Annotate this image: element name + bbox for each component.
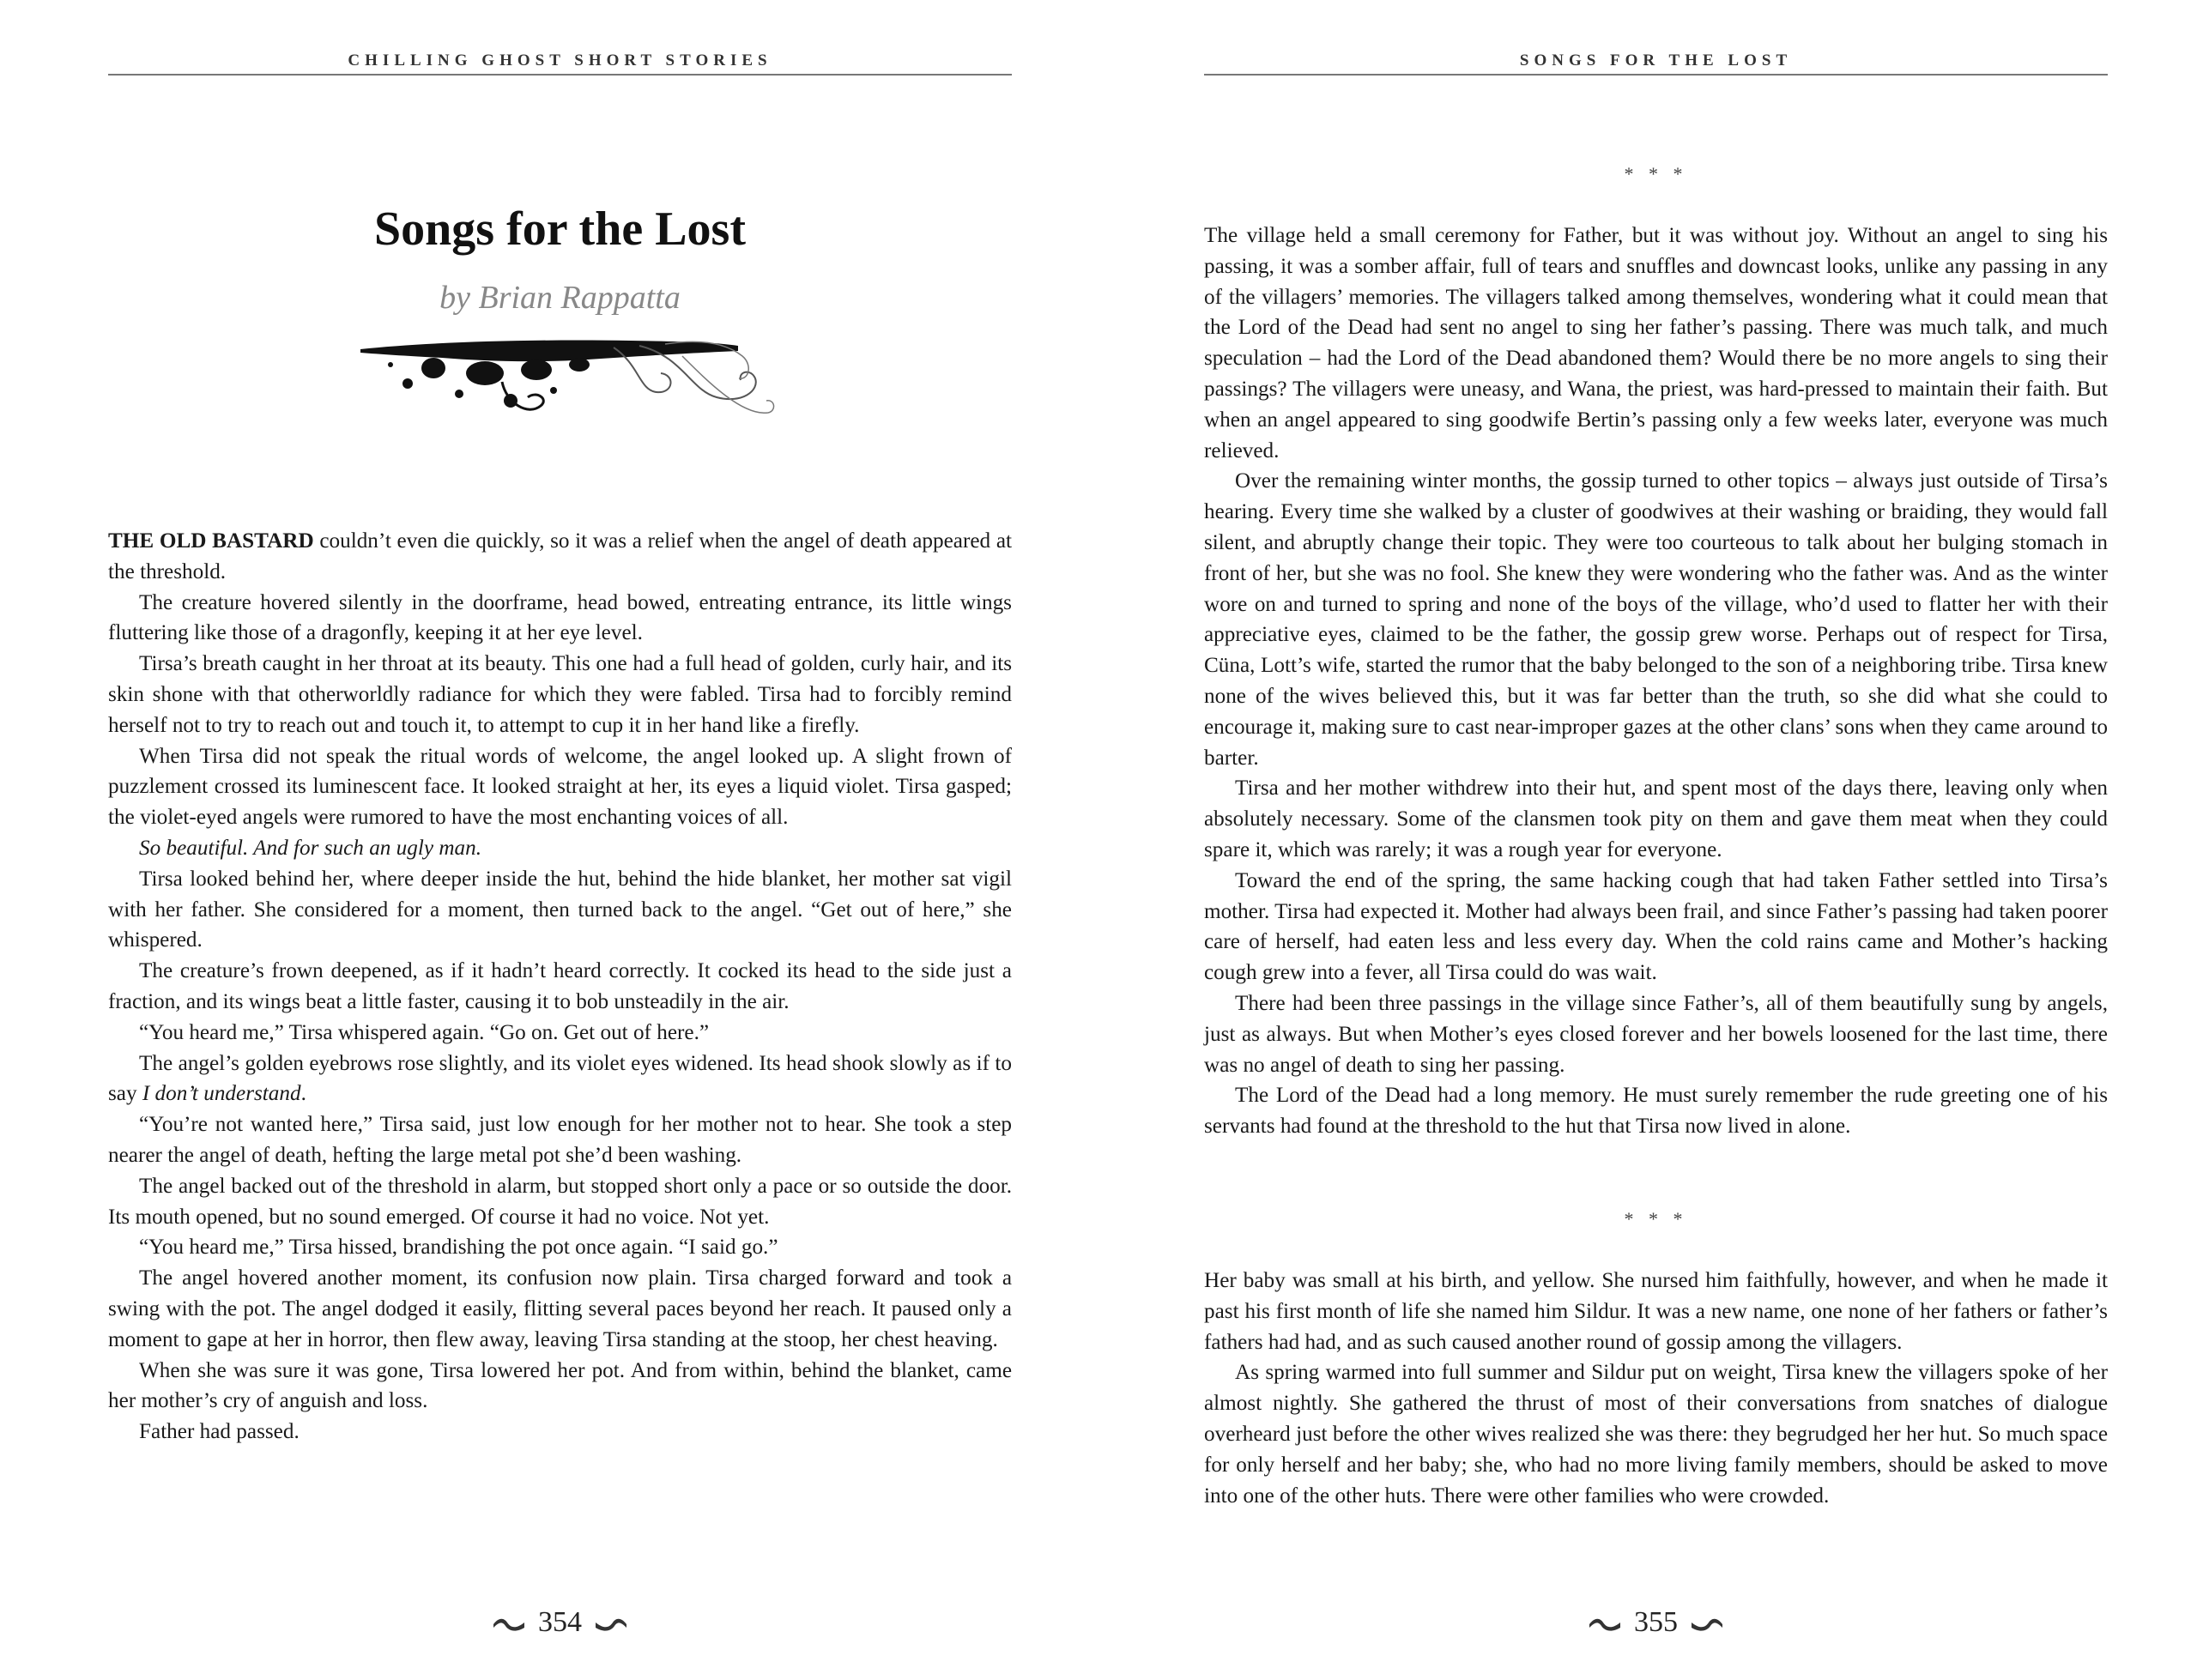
page-number	[1204, 1606, 2108, 1639]
right-body-section-2	[1204, 1266, 2108, 1511]
paragraph: Tirsa and her mother withdrew into their hut, and spent most of the days there, leaving only when absolutely necessary. Some of the clansmen took pity on them and gave them meat when they could spare it, which was rarely; it was a rough year for everyone.	[1204, 777, 2108, 861]
paragraph: “You heard me,” Tirsa whispered again. “Go on. Get out of here.”	[139, 1020, 710, 1044]
right-page	[1098, 0, 2197, 1680]
section-separator: * * *	[1624, 1208, 1688, 1230]
running-head: SONGS FOR THE LOST	[1519, 51, 1793, 69]
page-number-text: 355	[1634, 1606, 1678, 1638]
folio-ornament-left-icon	[492, 1616, 526, 1633]
running-head: CHILLING GHOST SHORT STORIES	[348, 51, 772, 69]
story-title: Songs for the Lost	[373, 202, 746, 256]
left-page	[0, 0, 1098, 1680]
ink-flourish-ornament	[356, 330, 777, 433]
paragraph: As spring warmed into full summer and Sildur put on weight, Tirsa knew the villagers spoke of her almost nightly. She gathered the thrust of most of their conversations from snatches of dialogue overheard just before the other wives realized she was there: they begrudged her her hut. So much space for only herself and her baby; she, who had no more living family members, should be asked to move into one of the other huts. There were other families who were crowded.	[1204, 1361, 2108, 1508]
paragraph: The Lord of the Dead had a long memory. He must surely remember the rude greeting one of his servants had found at the threshold to the hut that Tirsa now lived in alone.	[1204, 1084, 2108, 1139]
paragraph: Over the remaining winter months, the gossip turned to other topics – always just outside of Tirsa’s hearing. Every time she walked by a cluster of goodwives at their washing or braiding, they would fall silent, and abruptly change their topic. They were too courteous to talk about her bulging stomach in front of her, but she was no fool. She knew they were wondering who the father was. And as the winter wore on and turned to spring and none of the boys of the village, who’d used to flatter her with their appreciative eyes, claimed to be the father, the gossip grew worse. Perhaps out of respect for Tirsa, Cüna, Lott’s wife, started the rumor that the baby belonged to the son of a neighboring tribe. Tirsa knew none of the wives believed this, but it was far better than the truth, so she did what she could to encourage it, making sure to cast near-improper gazes at the other clans’ sons when they came around to barter.	[1204, 469, 2108, 770]
paragraph-italic: So beautiful. And for such an ugly man.	[139, 836, 482, 860]
paragraph: Tirsa looked behind her, where deeper inside the hut, behind the hide blanket, her mother sat vigil with her father. She considered for a moment, then turned back to the angel. “Get out of here,” she whispered.	[108, 867, 1012, 952]
folio-ornament-right-icon	[594, 1616, 628, 1633]
paragraph: When she was sure it was gone, Tirsa lowered her pot. And from within, behind the blanket, came her mother’s cry of anguish and loss.	[108, 1358, 1012, 1413]
paragraph: The creature hovered silently in the doorframe, head bowed, entreating entrance, its little wings fluttering like those of a dragonfly, keeping it at her eye level.	[108, 590, 1012, 645]
left-body-text	[108, 526, 1012, 1447]
paragraph: The angel’s golden eyebrows rose slightly, and its violet eyes widened. Its head shook slowly as if to say I don’t understand.	[108, 1051, 1012, 1106]
header-rule	[108, 74, 1012, 76]
paragraph: Father had passed.	[139, 1420, 300, 1444]
paragraph: Toward the end of the spring, the same hacking cough that had taken Father settled into Tirsa’s mother. Tirsa had expected it. Mother had always been frail, and since Father’s passing had taken poorer care of herself, had eaten less and less every day. When the cold rains came and Mother’s hacking cough grew into a fever, all Tirsa could do was wait.	[1204, 868, 2108, 985]
section-separator: * * *	[1624, 163, 1688, 184]
paragraph: The angel backed out of the threshold in alarm, but stopped short only a pace or so outside the door. Its mouth opened, but no sound emerged. Of course it had no voice. Not yet.	[108, 1174, 1012, 1229]
lead-in: THE OLD BASTARD	[108, 529, 314, 553]
folio-ornament-left-icon	[1588, 1616, 1622, 1633]
paragraph: “You heard me,” Tirsa hissed, brandishing the pot once again. “I said go.”	[139, 1236, 778, 1260]
paragraph: THE OLD BASTARD couldn’t even die quickly, so it was a relief when the angel of death appeared at the threshold.	[108, 529, 1012, 583]
paragraph: The angel hovered another moment, its confusion now plain. Tirsa charged forward and took a swing with the pot. The angel dodged it easily, flitting several paces beyond her reach. It paused only a moment to gape at her in horror, then flew away, leaving Tirsa standing at the stoop, her chest heaving.	[108, 1266, 1012, 1351]
paragraph: Tirsa’s breath caught in her throat at its beauty. This one had a full head of golden, curly hair, and its skin shone with that otherworldly radiance for which they were fabled. Tirsa had to forcibly remind herself not to try to reach out and touch it, to attempt to cup it in her hand like a firefly.	[108, 652, 1012, 737]
paragraph: There had been three passings in the village since Father’s, all of them beautifully sung by angels, just as always. But when Mother’s eyes closed forever and her bowels loosened for the last time, there was no angel of death to sing her passing.	[1204, 991, 2108, 1077]
byline: by Brian Rappatta	[439, 280, 681, 316]
right-body-section-1	[1204, 221, 2108, 1142]
page-number	[108, 1606, 1012, 1639]
italic-phrase: I don’t understand	[142, 1082, 301, 1106]
folio-ornament-right-icon	[1690, 1616, 1724, 1633]
paragraph: The village held a small ceremony for Father, but it was without joy. Without an angel to sing his passing, it was a somber affair, full of tears and snuffles and downcast looks, unlike any passing in any of the villagers’ memories. The villagers talked among themselves, wondering what it could mean that the Lord of the Dead had sent no angel to sing her father’s passing. There was much talk, and much speculation – had the Lord of the Dead abandoned them? Would there be no more angels to sing their passings? The villagers were uneasy, and Wana, the priest, was hard-pressed to maintain their faith. But when an angel appeared to sing goodwife Bertin’s passing only a few weeks later, everyone was much relieved.	[1204, 224, 2108, 462]
paragraph: Her baby was small at his birth, and yellow. She nursed him faithfully, however, and when he made it past his first month of life she named him Sildur. It was a new name, one none of her fathers or father’s fathers had had, and as such caused another round of gossip among the villagers.	[1204, 1269, 2108, 1354]
paragraph: The creature’s frown deepened, as if it hadn’t heard correctly. It cocked its head to the side just a fraction, and its wings beat a little faster, causing it to bob unsteadily in the air.	[108, 959, 1012, 1013]
page-number-text: 354	[538, 1606, 582, 1638]
paragraph: “You’re not wanted here,” Tirsa said, just low enough for her mother not to hear. She took a step nearer the angel of death, hefting the large metal pot she’d been washing.	[108, 1113, 1012, 1167]
paragraph: When Tirsa did not speak the ritual words of welcome, the angel looked up. A slight frown of puzzlement crossed its luminescent face. It looked straight at her, its eyes a liquid violet. Tirsa gasped; the violet-eyed angels were rumored to have the most enchanting voices of all.	[108, 744, 1012, 830]
header-rule	[1204, 74, 2108, 76]
